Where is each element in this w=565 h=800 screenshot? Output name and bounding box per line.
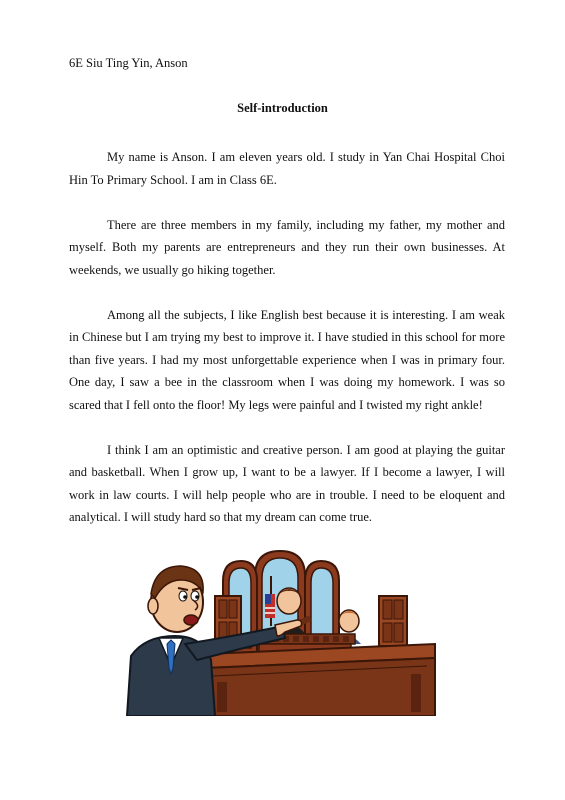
document-body xyxy=(69,146,505,551)
paragraph-ambition: I think I am an optimistic and creative person. I am good at playing the guitar and basketball. When I grow up, I want to be a lawyer. If I become a lawyer, I will work in law courts. I will help people who are in trouble. I need to be eloquent and analytical. I will study hard so that my dream can come true. xyxy=(69,442,505,524)
lawyer-desk xyxy=(205,644,435,716)
document-title: Self-introduction xyxy=(237,101,328,115)
paragraph-subjects: Among all the subjects, I like English best because it is interesting. I am weak in Chinese but I am trying my best to improve it. I have studied in this school for more than five years. I had my most unforgettable experience when I was in primary four. One day, I saw a bee in the classroom when I was doing my homework. I was so scared that I fell onto the floor! My legs were painful and I twisted my right ankle! xyxy=(69,307,505,412)
paragraph-introduction: My name is Anson. I am eleven years old. I study in Yan Chai Hospital Choi Hin To Primary School. I am in Class 6E. xyxy=(69,150,505,187)
paragraph-family: There are three members in my family, including my father, my mother and myself. Both my parents are entrepreneurs and they run their own businesses. At weekends, we usually go hiking together. xyxy=(69,217,505,277)
author-line: 6E Siu Ting Yin, Anson xyxy=(69,56,188,70)
lawyer-courtroom-illustration xyxy=(105,536,437,716)
